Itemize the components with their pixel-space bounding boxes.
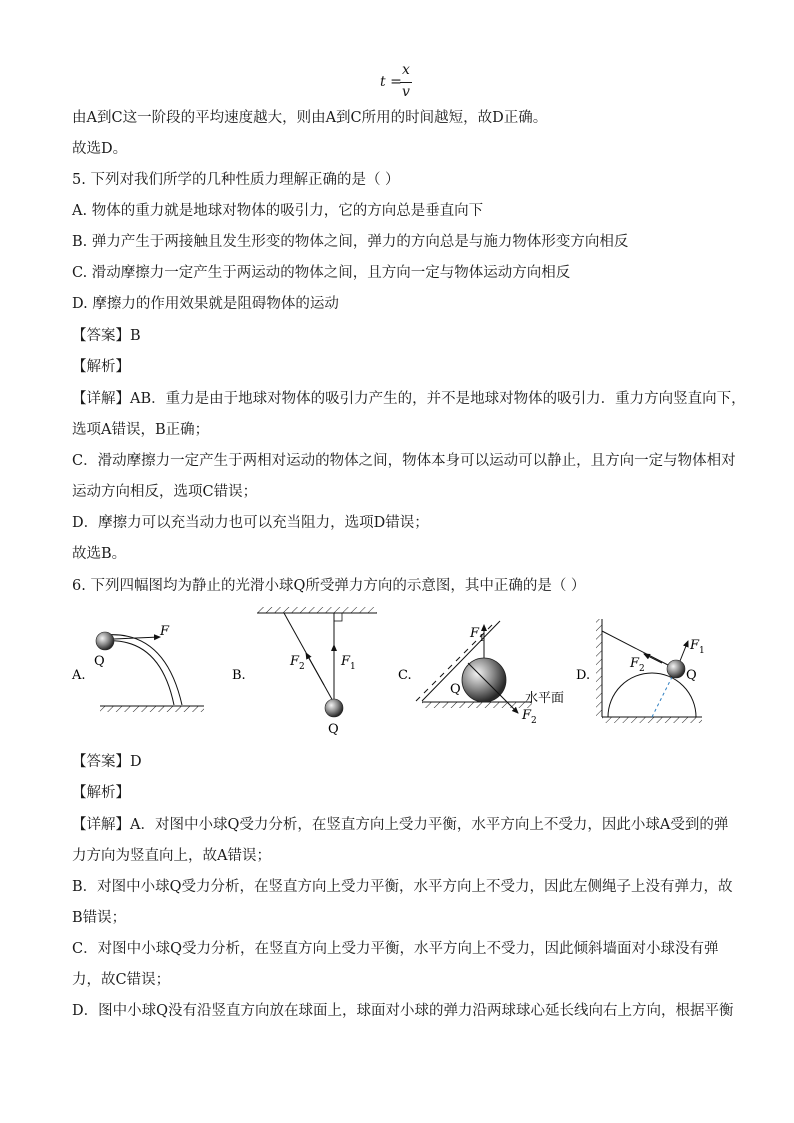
ball-label-q: Q: [450, 682, 461, 697]
figure-d: [576, 619, 705, 723]
q5-detail-line: C．滑动摩擦力一定产生于两相对运动的物体之间，物体本身可以运动可以静止，且方向一定与物体相对: [72, 453, 736, 469]
q6-analysis-heading: 【解析】: [72, 785, 130, 801]
force-label-f2: F: [630, 656, 640, 671]
formula-lhs: t =: [380, 74, 402, 90]
figure-c: [398, 621, 564, 726]
ball-q: [325, 699, 343, 717]
force-sub-1: 1: [699, 646, 705, 656]
wall-hatch: [596, 619, 602, 717]
formula-denominator: v: [402, 84, 410, 100]
figure-a-label: A.: [72, 668, 86, 683]
q5-analysis-heading: 【解析】: [72, 359, 130, 375]
force-sub-2: 2: [639, 664, 645, 674]
figure-c-label: C.: [398, 668, 412, 683]
ball-q: [667, 660, 685, 678]
q6-detail-line: 力，故C错误；: [72, 972, 171, 988]
force-label-f: F: [160, 624, 170, 639]
track-inner: [105, 641, 174, 705]
formula-fraction-bar: [400, 82, 412, 83]
text-line: 由A到C这一阶段的平均速度越大，则由A到C所用的时间越短，故D正确。: [72, 110, 548, 126]
q6-detail-line: C．对图中小球Q受力分析，在竖直方向上受力平衡，水平方向上不受力，因此倾斜墙面对小球没有弹: [72, 941, 719, 957]
force-sub-1: 1: [350, 662, 356, 672]
force-label-f1: F: [690, 638, 700, 653]
figure-b-label: B.: [232, 668, 246, 683]
force-label-f1: F: [470, 626, 480, 641]
q5-option-b: B. 弹力产生于两接触且发生形变的物体之间，弹力的方向总是与施力物体形变方向相反: [72, 234, 629, 250]
q5-option-d: D. 摩擦力的作用效果就是阻碍物体的运动: [72, 296, 339, 312]
force-sub-1: 1: [479, 634, 485, 644]
q5-answer: 【答案】B: [72, 328, 141, 344]
question-6-stem: 6. 下列四幅图均为静止的光滑小球Q所受弹力方向的示意图，其中正确的是（ ）: [72, 578, 586, 594]
horizontal-surface-label: 水平面: [525, 691, 565, 706]
track-outer: [105, 635, 182, 705]
ceiling-hatch: [257, 607, 377, 613]
formula-numerator: x: [402, 62, 410, 78]
q6-detail-line: 【详解】A．对图中小球Q受力分析，在竖直方向上受力平衡，水平方向上不受力，因此小球A受到的弹: [72, 817, 729, 833]
ball-label-q: Q: [686, 668, 697, 683]
q5-detail-line: D．摩擦力可以充当动力也可以充当阻力，选项D错误；: [72, 515, 429, 531]
ball-label-q: Q: [328, 722, 339, 737]
force-sub-2: 2: [299, 662, 305, 672]
ball-q: [462, 658, 506, 702]
q6-detail-line: 力方向为竖直向上，故A错误；: [72, 848, 271, 864]
figure-d-label: D.: [576, 668, 591, 683]
q6-detail-line: B错误；: [72, 910, 127, 926]
ground-hatch: [602, 717, 702, 723]
q6-answer: 【答案】D: [72, 754, 142, 770]
force-sub-2: 2: [531, 716, 537, 726]
figure-a: [71, 624, 204, 712]
force-label-f2: F: [290, 654, 300, 669]
ball-label-q: Q: [94, 654, 105, 669]
ground-hatch: [100, 706, 204, 712]
q6-detail-line: B．对图中小球Q受力分析，在竖直方向上受力平衡，水平方向上不受力，因此左侧绳子上没有弹力，故: [72, 879, 733, 895]
q6-detail-line: D．图中小球Q没有沿竖直方向放在球面上，球面对小球的弹力沿两球球心延长线向右上方向，根据平衡: [72, 1003, 734, 1019]
ground-hatch: [422, 702, 532, 708]
q6-figures: [70, 605, 710, 740]
force-arrow-f2: [644, 654, 662, 663]
right-angle-mark: [334, 613, 342, 621]
q5-option-a: A. 物体的重力就是地球对物体的吸引力，它的方向总是垂直向下: [72, 203, 484, 219]
text-line: 故选D。: [72, 141, 128, 157]
force-arrow-f1: [680, 641, 688, 661]
q5-detail-line: 选项A错误，B正确；: [72, 422, 210, 438]
figure-b: [232, 607, 377, 737]
force-arrow-f2: [306, 653, 324, 685]
time-formula: [370, 62, 430, 104]
hemisphere: [608, 673, 696, 717]
ball-q: [96, 632, 114, 650]
force-label-f1: F: [341, 654, 351, 669]
question-5-stem: 5. 下列对我们所学的几种性质力理解正确的是（ ）: [72, 172, 400, 188]
q5-option-c: C. 滑动摩擦力一定产生于两运动的物体之间，且方向一定与物体运动方向相反: [72, 265, 571, 281]
q5-detail-line: 故选B。: [72, 546, 127, 562]
q5-detail-line: 【详解】AB．重力是由于地球对物体的吸引力产生的，并不是地球对物体的吸引力．重力方向竖直向下，: [72, 391, 746, 407]
q5-detail-line: 运动方向相反，选项C错误；: [72, 484, 258, 500]
force-label-f2: F: [522, 708, 532, 723]
